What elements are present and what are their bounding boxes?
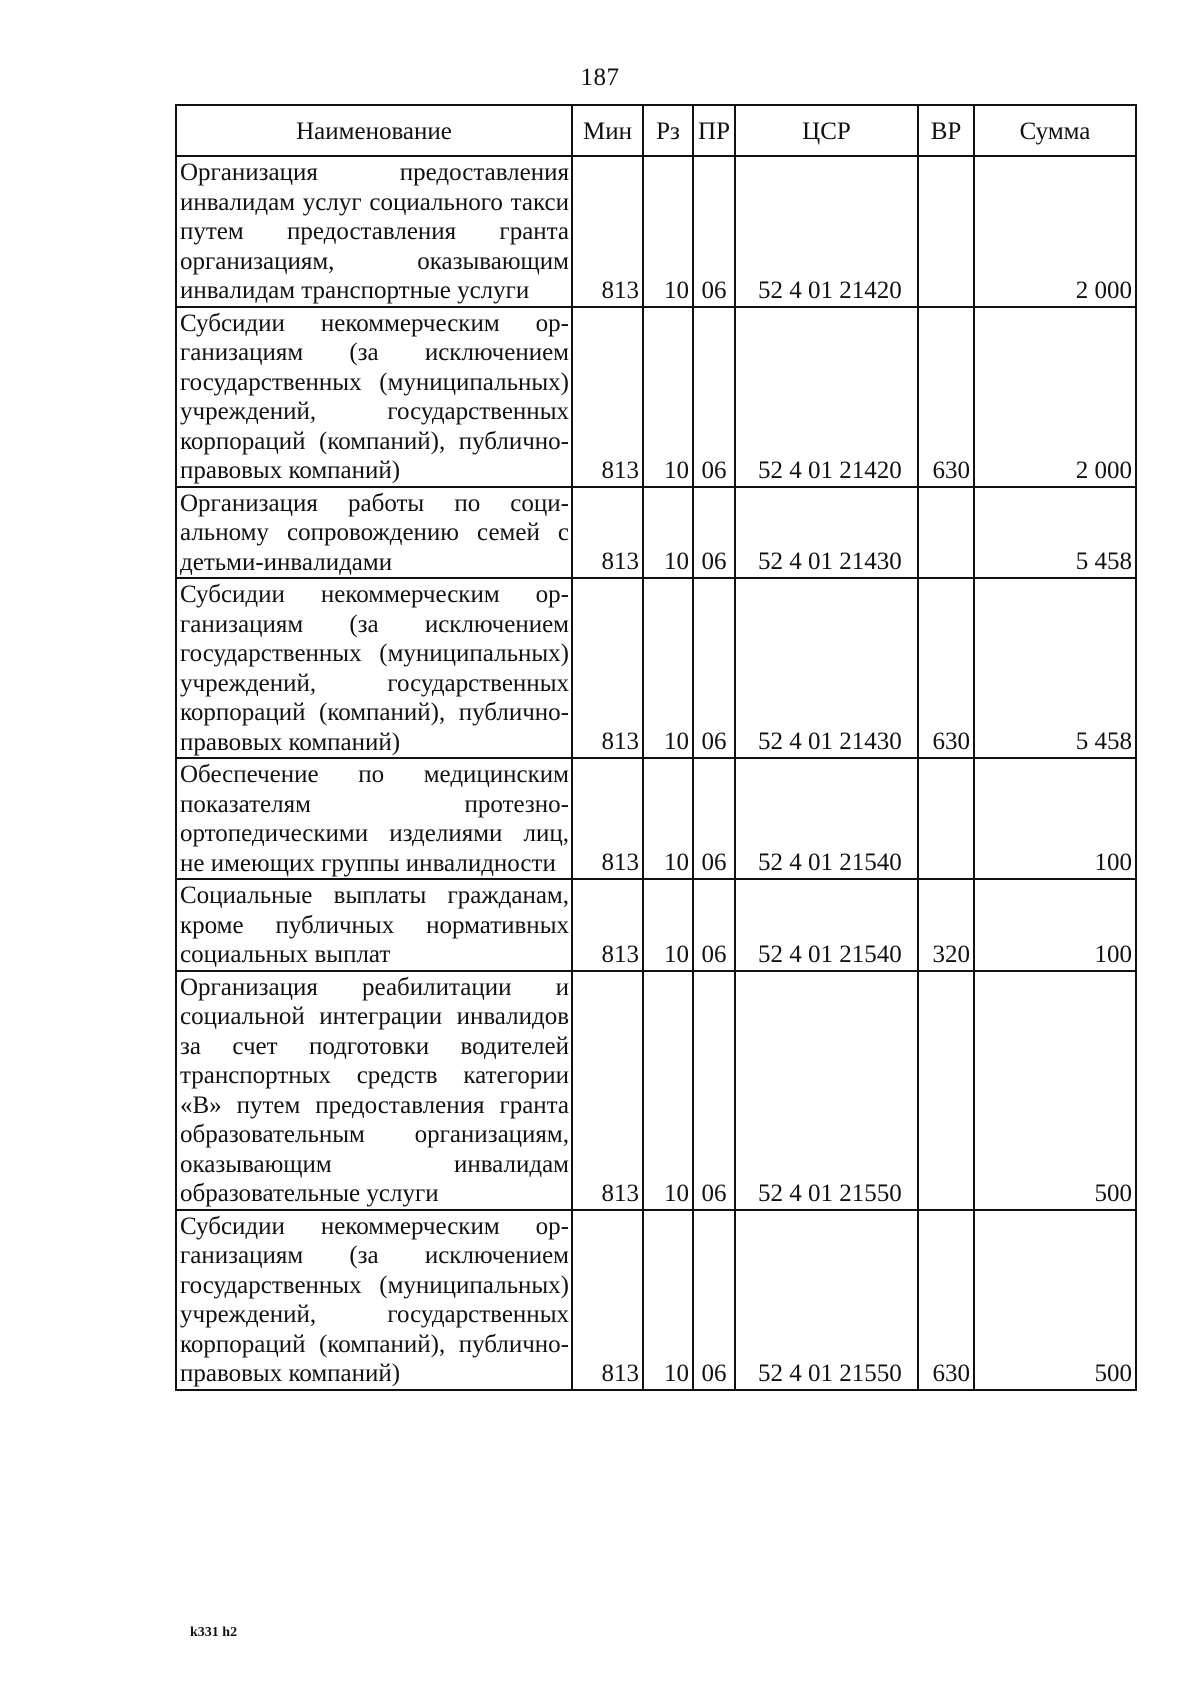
row-vr — [918, 758, 974, 879]
table-row — [176, 879, 1136, 971]
row-name: Субсидии некоммерческим организациям (за исключением государственных (муниципальных) учреждений, государственных корпораций (компаний), публично-правовых компаний) — [176, 1210, 572, 1390]
row-sum: 5 458 — [974, 487, 1136, 579]
row-csr: 52 4 01 21420 — [735, 156, 918, 307]
row-vr — [918, 156, 974, 307]
row-min: 813 — [572, 758, 643, 879]
header-rz: Рз — [643, 105, 693, 156]
row-sum: 500 — [974, 1210, 1136, 1390]
table-row — [176, 156, 1136, 307]
row-csr: 52 4 01 21540 — [735, 758, 918, 879]
row-rz: 10 — [643, 156, 693, 307]
row-rz: 10 — [643, 1210, 693, 1390]
row-min: 813 — [572, 307, 643, 487]
row-pr: 06 — [693, 156, 735, 307]
header-name: Наименование — [176, 105, 572, 156]
row-name: Организация реабилитации и социальной интеграции инвалидов за счет подготовки водителей транспортных средств категории «В» путем предоставления гранта образовательным организациям, оказывающим инвалидам образовательные услуги — [176, 971, 572, 1210]
row-min: 813 — [572, 1210, 643, 1390]
row-rz: 10 — [643, 758, 693, 879]
row-vr: 630 — [918, 307, 974, 487]
row-pr: 06 — [693, 307, 735, 487]
row-pr: 06 — [693, 578, 735, 758]
budget-table — [175, 104, 1137, 1391]
row-rz: 10 — [643, 307, 693, 487]
page-number: 187 — [580, 64, 620, 91]
row-vr — [918, 971, 974, 1210]
table-row — [176, 1210, 1136, 1390]
row-name: Обеспечение по медицинским показателям протезно-ортопедическими изделиями лиц, не имеющих группы инвалидности — [176, 758, 572, 879]
row-csr: 52 4 01 21420 — [735, 307, 918, 487]
row-sum: 5 458 — [974, 578, 1136, 758]
row-csr: 52 4 01 21430 — [735, 487, 918, 579]
row-csr: 52 4 01 21430 — [735, 578, 918, 758]
row-min: 813 — [572, 487, 643, 579]
row-rz: 10 — [643, 879, 693, 971]
header-sum: Сумма — [974, 105, 1136, 156]
row-vr: 320 — [918, 879, 974, 971]
header-csr: ЦСР — [735, 105, 918, 156]
row-name: Социальные выплаты гражданам, кроме публичных нормативных социальных выплат — [176, 879, 572, 971]
row-name: Субсидии некоммерческим организациям (за исключением государственных (муниципальных) учреждений, государственных корпораций (компаний), публично-правовых компаний) — [176, 578, 572, 758]
row-pr: 06 — [693, 971, 735, 1210]
row-rz: 10 — [643, 578, 693, 758]
row-name: Организация предоставления инвалидам услуг социального такси путем предоставления гранта организациям, оказывающим инвалидам транспортные услуги — [176, 156, 572, 307]
row-rz: 10 — [643, 971, 693, 1210]
row-min: 813 — [572, 971, 643, 1210]
row-csr: 52 4 01 21550 — [735, 971, 918, 1210]
row-name: Субсидии некоммерческим организациям (за исключением государственных (муниципальных) учреждений, государственных корпораций (компаний), публично-правовых компаний) — [176, 307, 572, 487]
table-row — [176, 758, 1136, 879]
row-pr: 06 — [693, 758, 735, 879]
header-min: Мин — [572, 105, 643, 156]
row-sum: 100 — [974, 879, 1136, 971]
row-pr: 06 — [693, 1210, 735, 1390]
row-sum: 2 000 — [974, 156, 1136, 307]
row-vr: 630 — [918, 578, 974, 758]
footer-code: k331 h2 — [190, 1625, 238, 1640]
row-sum: 100 — [974, 758, 1136, 879]
header-vr: ВР — [918, 105, 974, 156]
table-header-row — [176, 105, 1136, 156]
row-pr: 06 — [693, 487, 735, 579]
row-vr: 630 — [918, 1210, 974, 1390]
table-row — [176, 971, 1136, 1210]
row-vr — [918, 487, 974, 579]
header-pr: ПР — [693, 105, 735, 156]
row-pr: 06 — [693, 879, 735, 971]
row-min: 813 — [572, 578, 643, 758]
row-rz: 10 — [643, 487, 693, 579]
table-row — [176, 578, 1136, 758]
row-csr: 52 4 01 21550 — [735, 1210, 918, 1390]
row-sum: 500 — [974, 971, 1136, 1210]
row-sum: 2 000 — [974, 307, 1136, 487]
table-row — [176, 487, 1136, 579]
table-row — [176, 307, 1136, 487]
row-csr: 52 4 01 21540 — [735, 879, 918, 971]
row-min: 813 — [572, 156, 643, 307]
row-name: Организация работы по социальному сопровождению семей с детьми-инвалидами — [176, 487, 572, 579]
row-min: 813 — [572, 879, 643, 971]
